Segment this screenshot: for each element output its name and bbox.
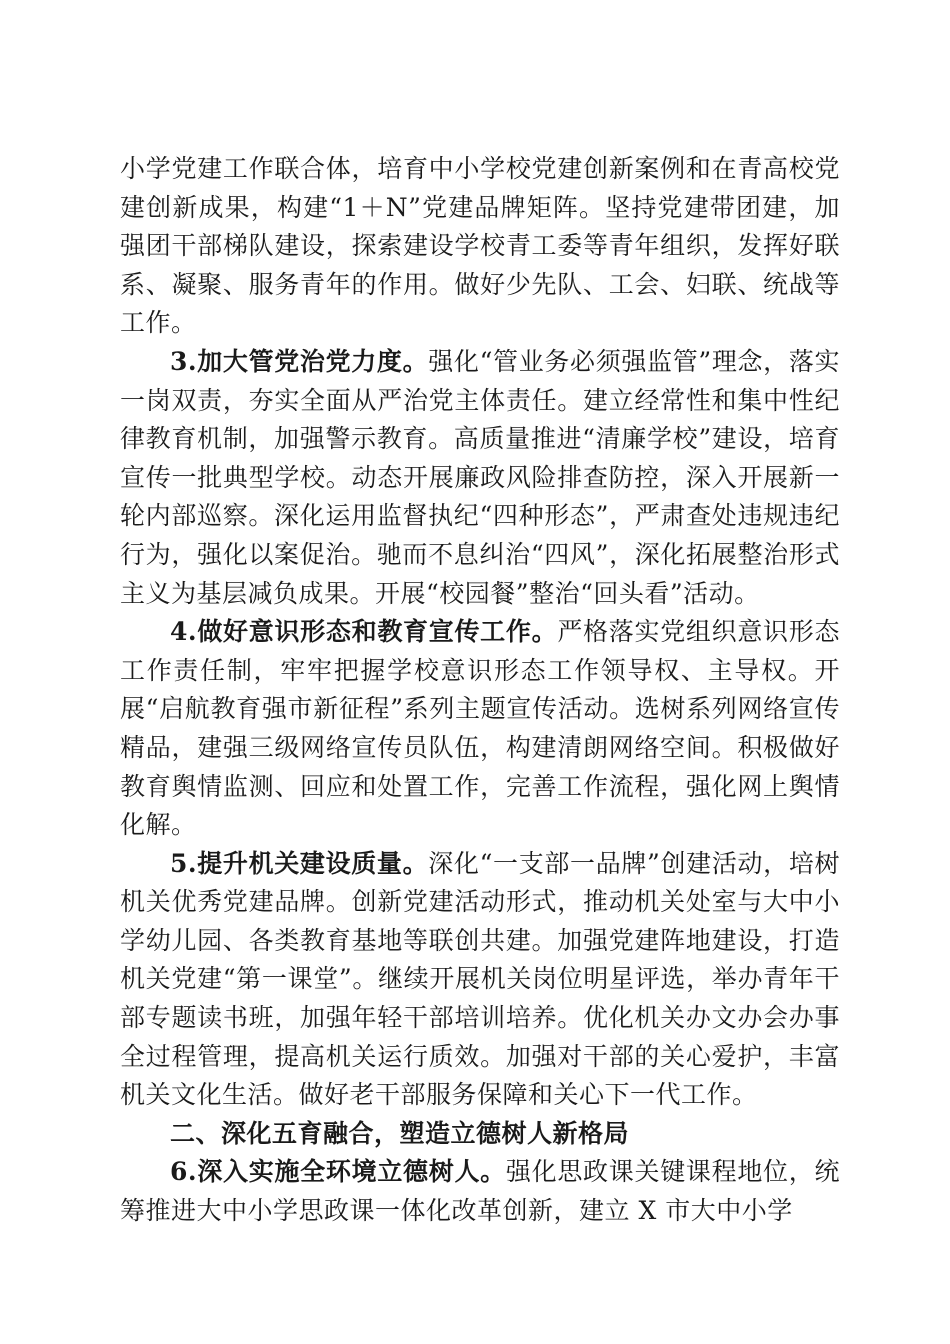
paragraph-lead: 5.提升机关建设质量。 (170, 848, 429, 878)
paragraph-text: 小学党建工作联合体，培育中小学校党建创新案例和在青高校党建创新成果，构建“1＋N”党建品牌矩阵。坚持党建带团建，加强团干部梯队建设，探索建设学校青工委等青年组织，发挥好联系、凝聚、服务青年的作用。做好少先队、工会、妇联、统战等工作。 (120, 154, 840, 338)
paragraph-continuation (120, 150, 840, 343)
section-heading: 二、深化五育融合，塑造立德树人新格局 (170, 1118, 630, 1148)
paragraph-text: 强化“管业务必须强监管”理念，落实一岗双责，夯实全面从严治党主体责任。建立经常性和集中性纪律教育机制，加强警示教育。高质量推进“清廉学校”建设，培育宣传一批典型学校。动态开展廉政风险排查防控，深入开展新一轮内部巡察。深化运用监督执纪“四种形态”，严肃查处违规违纪行为，强化以案促治。驰而不息纠治“四风”，深化拓展整治形式主义为基层减负成果。开展“校园餐”整治“回头看”活动。 (120, 346, 840, 608)
paragraph-item-4 (120, 613, 840, 845)
paragraph-text: 深化“一支部一品牌”创建活动，培树机关优秀党建品牌。创新党建活动形式，推动机关处室与大中小学幼儿园、各类教育基地等联创共建。加强党建阵地建设，打造机关党建“第一课堂”。继续开展机关岗位明星评选，举办青年干部专题读书班，加强年轻干部培训培养。优化机关办文办会办事全过程管理，提高机关运行质效。加强对干部的关心爱护，丰富机关文化生活。做好老干部服务保障和关心下一代工作。 (120, 848, 840, 1110)
paragraph-item-6 (120, 1153, 840, 1230)
paragraph-text: 强化思政课关键课程地位，统筹推进大中小学思政课一体化改革创新，建立 X 市大中小学 (120, 1157, 840, 1226)
paragraph-text: 严格落实党组织意识形态工作责任制，牢牢把握学校意识形态工作领导权、主导权。开展“启航教育强市新征程”系列主题宣传活动。选树系列网络宣传精品，建强三级网络宣传员队伍，构建清朗网络空间。积极做好教育舆情监测、回应和处置工作，完善工作流程，强化网上舆情化解。 (120, 617, 840, 840)
paragraph-item-5 (120, 845, 840, 1115)
paragraph-lead: 6.深入实施全环境立德树人。 (170, 1157, 506, 1187)
paragraph-lead: 4.做好意识形态和教育宣传工作。 (170, 617, 558, 647)
paragraph-item-3 (120, 343, 840, 613)
paragraph-lead: 3.加大管党治党力度。 (170, 346, 429, 376)
